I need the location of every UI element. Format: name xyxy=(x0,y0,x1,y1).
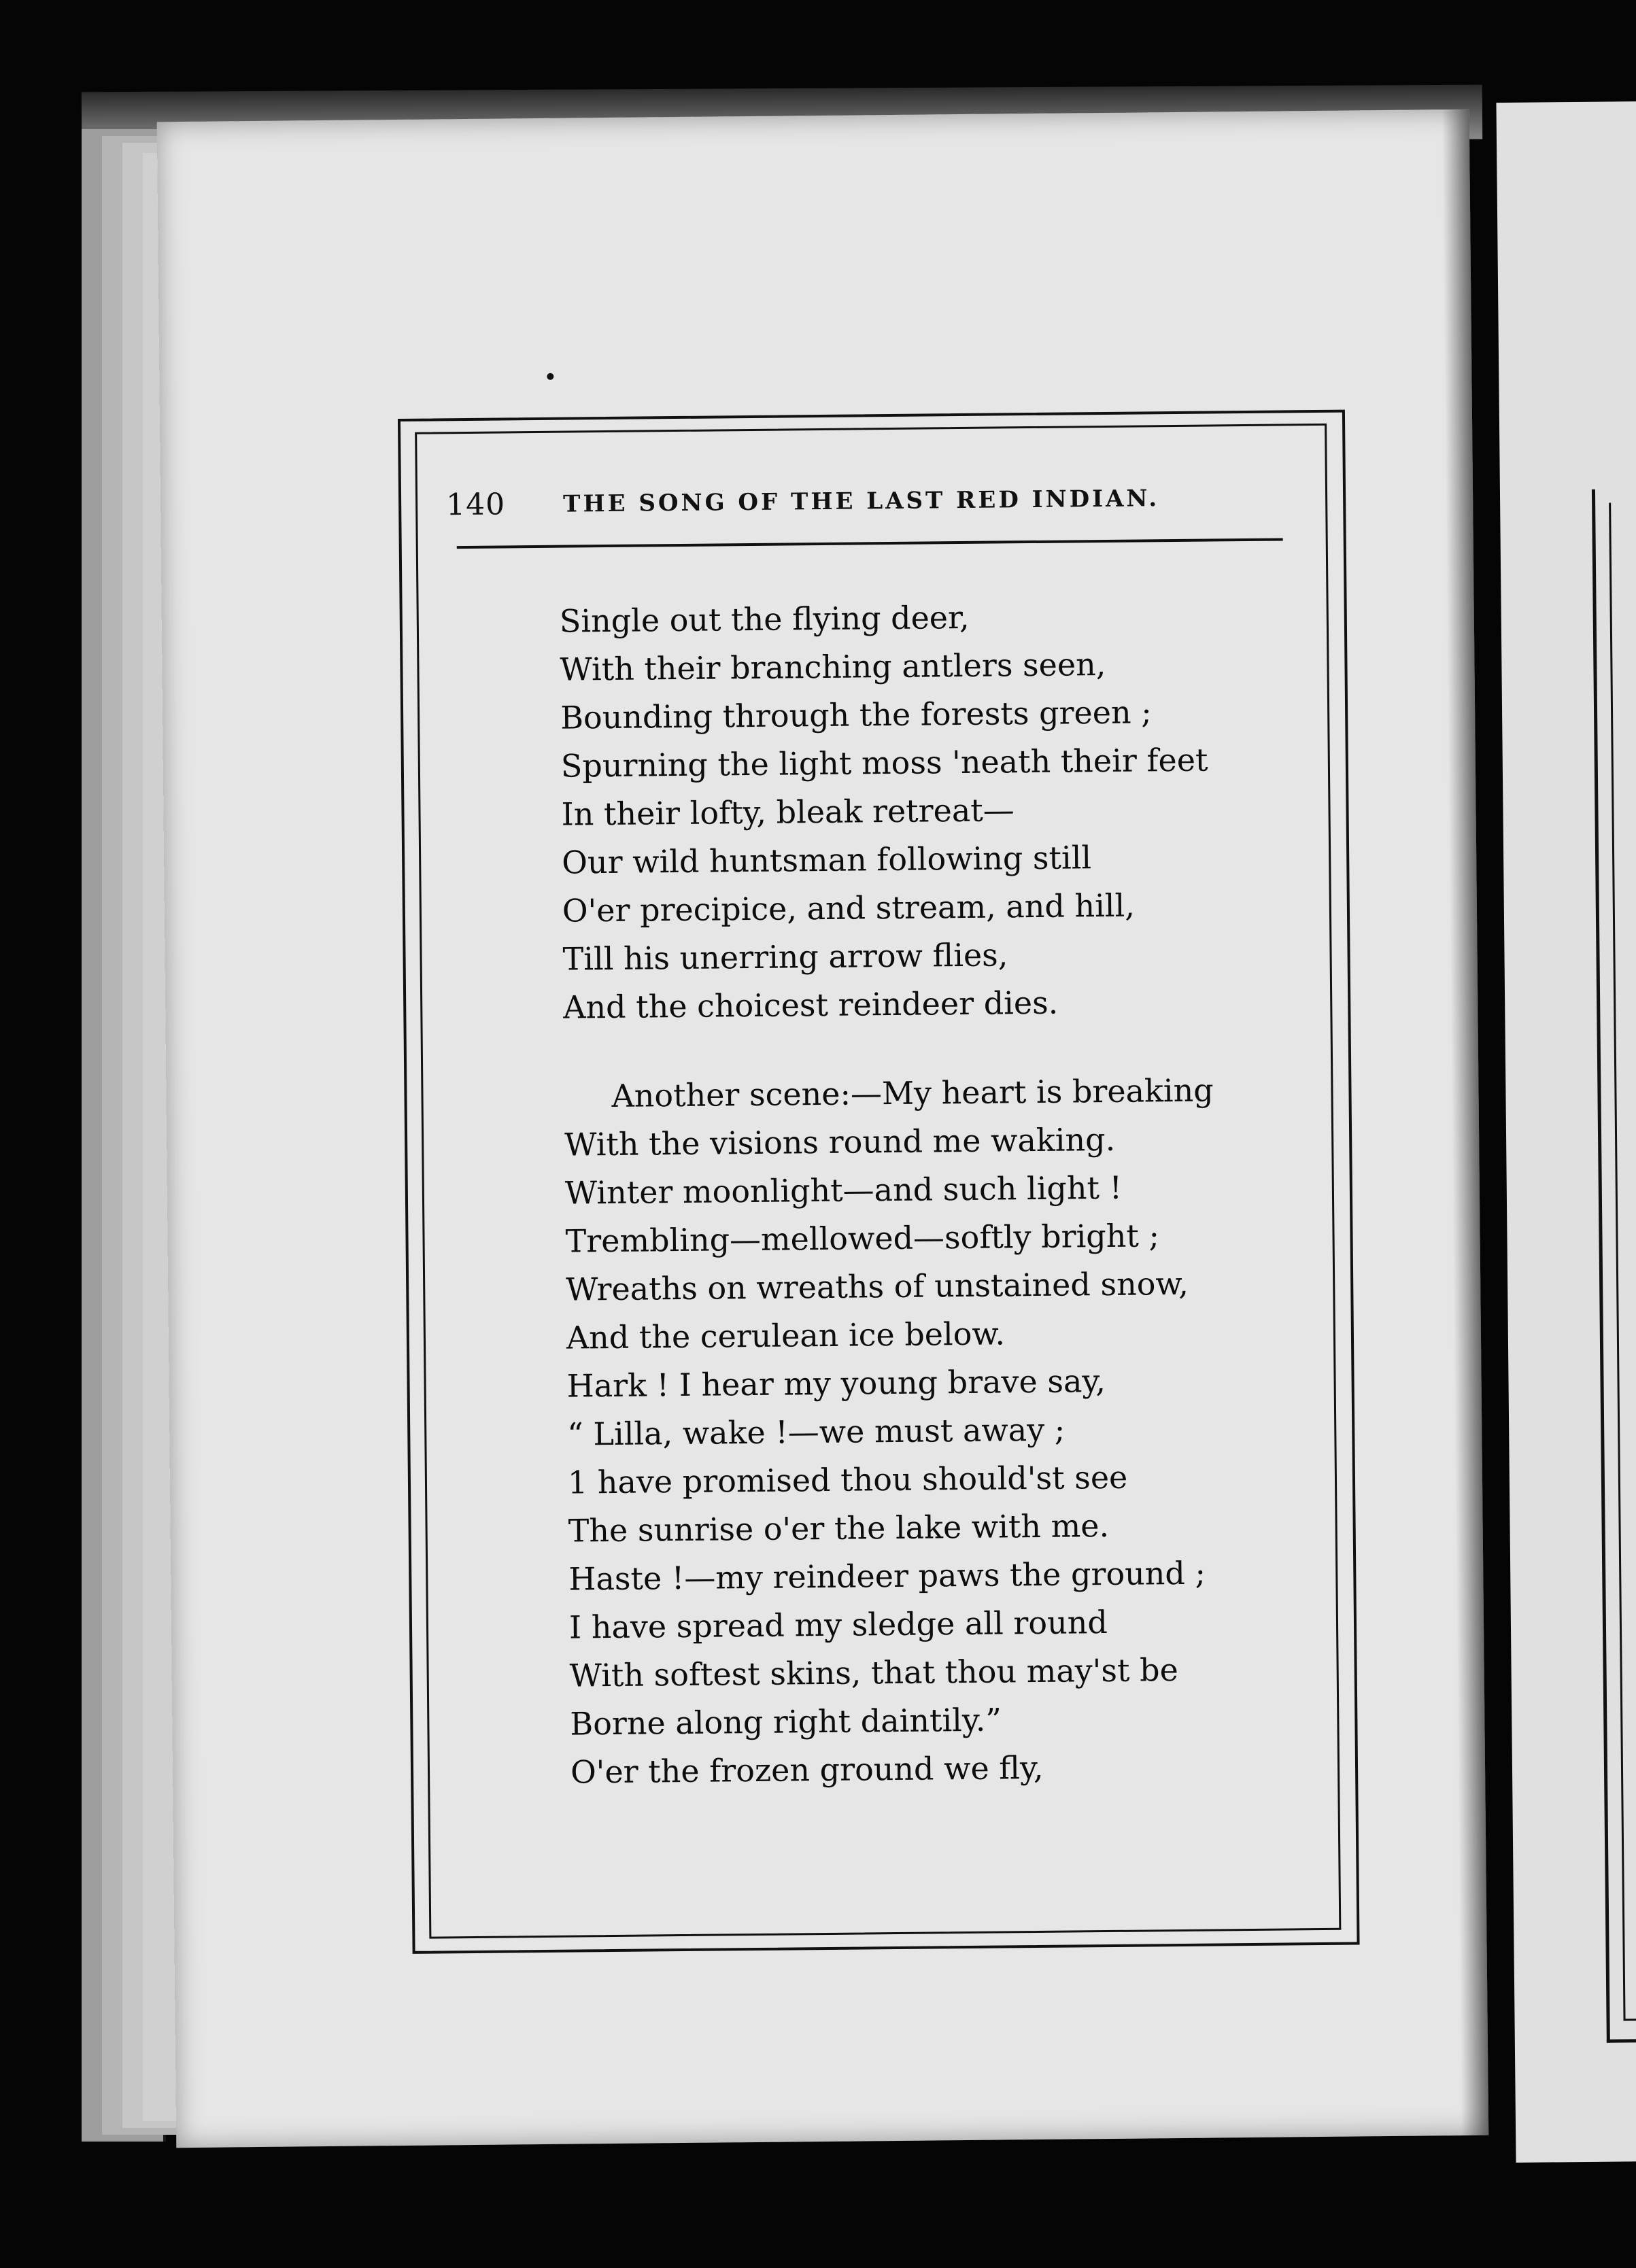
facing-page xyxy=(1496,101,1636,2163)
spine-shadow xyxy=(1442,109,1489,2135)
poem-line: 1 have promised thou should'st see xyxy=(567,1458,1128,1501)
poem-line: O'er precipice, and stream, and hill, xyxy=(562,887,1136,929)
poem-line: The sunrise o'er the lake with me. xyxy=(568,1507,1110,1549)
page-header xyxy=(446,479,1303,535)
poem-line: O'er the frozen ground we fly, xyxy=(570,1749,1044,1791)
page-number: 140 xyxy=(445,487,506,523)
poem-line: Spurning the light moss 'neath their feet xyxy=(560,741,1208,785)
poem-line: Hark ! I hear my young brave say, xyxy=(566,1362,1106,1405)
ink-speck xyxy=(547,373,553,380)
poem-line: Borne along right daintily.” xyxy=(570,1701,1002,1742)
poem-line: In their lofty, bleak retreat— xyxy=(561,791,1015,833)
poem-line: Single out the flying deer, xyxy=(559,598,970,640)
poem-line: And the cerulean ice below. xyxy=(566,1315,1006,1356)
poem-line: Our wild huntsman following still xyxy=(561,839,1092,881)
running-title: THE SONG OF THE LAST RED INDIAN. xyxy=(562,485,1160,518)
poem-line: Haste !—my reindeer paws the ground ; xyxy=(568,1554,1206,1598)
poem-line: I have spread my sledge all round xyxy=(568,1604,1108,1646)
poem-line: “ Lilla, wake !—we must away ; xyxy=(567,1411,1066,1453)
poem-line: With the visions round me waking. xyxy=(564,1120,1116,1163)
poem-line: Till his unerring arrow flies, xyxy=(562,936,1008,978)
poem-line: Winter moonlight—and such light ! xyxy=(564,1169,1123,1212)
poem-text xyxy=(559,590,1352,1797)
poem-line: Bounding through the forests green ; xyxy=(560,693,1152,736)
poem-line: With softest skins, that thou may'st be xyxy=(569,1651,1179,1694)
book-page xyxy=(157,109,1489,2148)
stanza-break xyxy=(564,1025,1346,1073)
poem-line: And the choicest reindeer dies. xyxy=(563,984,1059,1026)
poem-line: Trembling—mellowed—softly bright ; xyxy=(565,1217,1160,1260)
poem-line: Wreaths on wreaths of unstained snow, xyxy=(565,1265,1189,1308)
poem-line: Another scene:—My heart is breaking xyxy=(611,1071,1214,1114)
poem-line: With their branching antlers seen, xyxy=(560,645,1106,688)
